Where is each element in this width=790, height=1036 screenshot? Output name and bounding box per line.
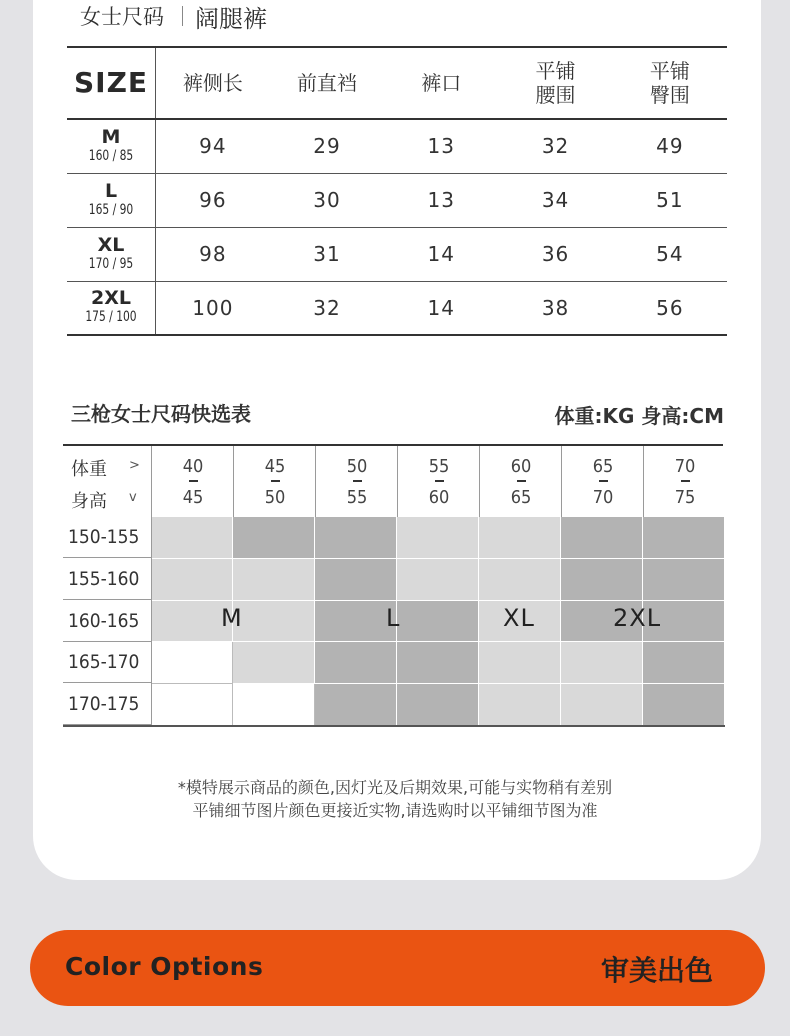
- disclaimer-line-1: *模特展示商品的颜色,因灯光及后期效果,可能与实物稍有差别: [177, 778, 613, 797]
- size-cell: [67, 173, 156, 227]
- weight-from: 50: [346, 456, 368, 477]
- measure-value: 49: [656, 134, 684, 159]
- size-grid-cell: [397, 559, 479, 601]
- header-divider: [182, 6, 183, 26]
- range-dash: [435, 480, 444, 482]
- size-zone-label: XL: [503, 604, 535, 632]
- weight-to: 70: [592, 487, 614, 508]
- range-dash: [599, 480, 608, 482]
- weight-to: 45: [182, 487, 204, 508]
- measure-value: 32: [541, 134, 570, 159]
- weight-from: 55: [428, 456, 450, 477]
- quick-select-grid: [63, 517, 725, 726]
- size-row: [67, 119, 727, 173]
- size-grid-cell: [151, 517, 233, 559]
- size-grid-cell: [643, 684, 725, 726]
- measure-column-header: 裤侧长: [182, 71, 243, 95]
- size-code: XL: [97, 233, 125, 256]
- size-spec: 165 / 90: [88, 201, 134, 218]
- product-label: 阔腿裤: [195, 4, 267, 33]
- size-grid-cell: [151, 559, 233, 601]
- range-dash: [353, 480, 362, 482]
- measure-value: 30: [313, 188, 341, 212]
- size-table: [67, 46, 727, 336]
- color-options-banner: [30, 930, 765, 1006]
- size-grid-cell: [643, 517, 725, 559]
- size-grid-cell: [397, 642, 479, 684]
- size-grid-cell: [479, 559, 561, 601]
- weight-label-text: 体重: [71, 459, 107, 480]
- size-zone-label: L: [386, 604, 401, 632]
- size-row: [67, 281, 727, 335]
- measure-column-header: 前直裆: [296, 71, 357, 95]
- height-row-label: 155-160: [63, 559, 151, 600]
- height-label-text: 身高: [71, 491, 107, 512]
- range-dash: [517, 480, 526, 482]
- grid-left-divider: [151, 446, 152, 726]
- size-spec: 160 / 85: [88, 147, 134, 164]
- size-code: 2XL: [91, 287, 131, 310]
- weight-to: 55: [346, 487, 368, 508]
- height-axis-label: [71, 487, 137, 513]
- range-dash: [271, 480, 280, 482]
- weight-from: 70: [674, 456, 696, 477]
- weight-column-header: [561, 446, 644, 517]
- measure-column-header: 平铺 臀围: [649, 59, 690, 107]
- range-dash: [189, 480, 198, 482]
- measure-value: 29: [313, 134, 341, 159]
- range-dash: [681, 480, 690, 482]
- quick-select-bottom-rule: [63, 725, 725, 727]
- measure-value: 51: [656, 188, 684, 212]
- measure-value: 13: [427, 188, 455, 212]
- weight-axis-label: [71, 455, 140, 481]
- measure-value: 34: [541, 188, 570, 212]
- size-grid-cell: [561, 517, 643, 559]
- size-grid-cell: [315, 642, 397, 684]
- quick-select-title: 三枪女士尺码快选表: [71, 402, 251, 426]
- measure-column-header: 平铺 腰围: [535, 59, 576, 107]
- color-options-cn: 审美出色: [600, 954, 713, 987]
- measure-value: 13: [427, 134, 455, 159]
- size-grid-cell: [233, 684, 315, 726]
- size-grid-cell: [561, 684, 643, 726]
- weight-from: 60: [510, 456, 532, 477]
- weight-column-header: [479, 446, 562, 517]
- quick-select-unit: 体重:KG 身高:CM: [554, 404, 724, 428]
- size-zone-label: 2XL: [613, 604, 662, 632]
- size-zone-label: M: [221, 604, 243, 632]
- weight-column-header: [315, 446, 398, 517]
- weight-to: 75: [674, 487, 696, 508]
- size-grid-cell: [643, 642, 725, 684]
- measure-value: 36: [541, 242, 570, 266]
- weight-to: 65: [510, 487, 532, 508]
- quick-select-header: [63, 446, 725, 517]
- weight-from: 45: [264, 456, 286, 477]
- size-code: L: [104, 179, 118, 202]
- size-code: M: [101, 125, 121, 148]
- size-grid-cell: [315, 601, 397, 643]
- size-grid-cell: [479, 642, 561, 684]
- right-arrow-icon: >: [129, 458, 140, 473]
- size-grid-cell: [479, 517, 561, 559]
- measure-value: 98: [199, 242, 227, 266]
- height-row-label: 160-165: [63, 601, 151, 642]
- measure-value: 38: [541, 295, 570, 320]
- down-arrow-icon: v: [129, 490, 137, 505]
- size-grid-cell: [315, 559, 397, 601]
- weight-column-header: [643, 446, 726, 517]
- size-grid-cell: [397, 517, 479, 559]
- weight-from: 65: [592, 456, 614, 477]
- measure-value: 54: [656, 242, 684, 266]
- measure-value: 56: [656, 295, 684, 320]
- size-grid-cell: [479, 684, 561, 726]
- size-grid-cell: [233, 517, 315, 559]
- measure-value: 31: [313, 242, 341, 266]
- measure-value: 100: [192, 295, 234, 320]
- weight-column-header: [397, 446, 480, 517]
- size-grid-cell: [315, 517, 397, 559]
- size-grid-cell: [643, 559, 725, 601]
- weight-to: 50: [264, 487, 286, 508]
- measure-value: 32: [313, 295, 341, 320]
- size-spec: 170 / 95: [88, 255, 134, 272]
- measure-column-header: 裤口: [421, 71, 462, 95]
- size-cell: [67, 119, 156, 173]
- measure-value: 14: [427, 295, 455, 320]
- size-grid-cell: [561, 559, 643, 601]
- size-grid-cell: [233, 601, 315, 643]
- size-column-header: SIZE: [67, 47, 156, 119]
- size-grid-cell: [397, 601, 479, 643]
- size-grid-cell: [151, 642, 233, 684]
- category-label: 女士尺码: [80, 5, 164, 29]
- height-row-label: 150-155: [63, 517, 151, 558]
- size-row: [67, 227, 727, 281]
- disclaimer-line-2: 平铺细节图片颜色更接近实物,请选购时以平铺细节图为准: [192, 801, 598, 820]
- color-options-en: Color Options: [65, 952, 264, 981]
- measure-value: 14: [427, 242, 455, 266]
- weight-column-header: [233, 446, 316, 517]
- page-header: [80, 0, 267, 32]
- size-row: [67, 173, 727, 227]
- size-grid-cell: [561, 642, 643, 684]
- size-cell: [67, 227, 156, 281]
- measure-value: 94: [199, 134, 227, 159]
- height-row-label: 165-170: [63, 642, 151, 683]
- size-grid-cell: [233, 559, 315, 601]
- size-grid-cell: [397, 684, 479, 726]
- size-grid-cell: [233, 642, 315, 684]
- weight-to: 60: [428, 487, 450, 508]
- size-spec: 175 / 100: [85, 309, 137, 326]
- measure-value: 96: [199, 188, 227, 212]
- size-cell: [67, 281, 156, 335]
- size-grid-cell: [315, 684, 397, 726]
- size-table-header: [67, 47, 727, 119]
- height-row-label: 170-175: [63, 684, 151, 725]
- weight-from: 40: [182, 456, 204, 477]
- weight-column-header: [151, 446, 234, 517]
- size-grid-cell: [151, 684, 233, 726]
